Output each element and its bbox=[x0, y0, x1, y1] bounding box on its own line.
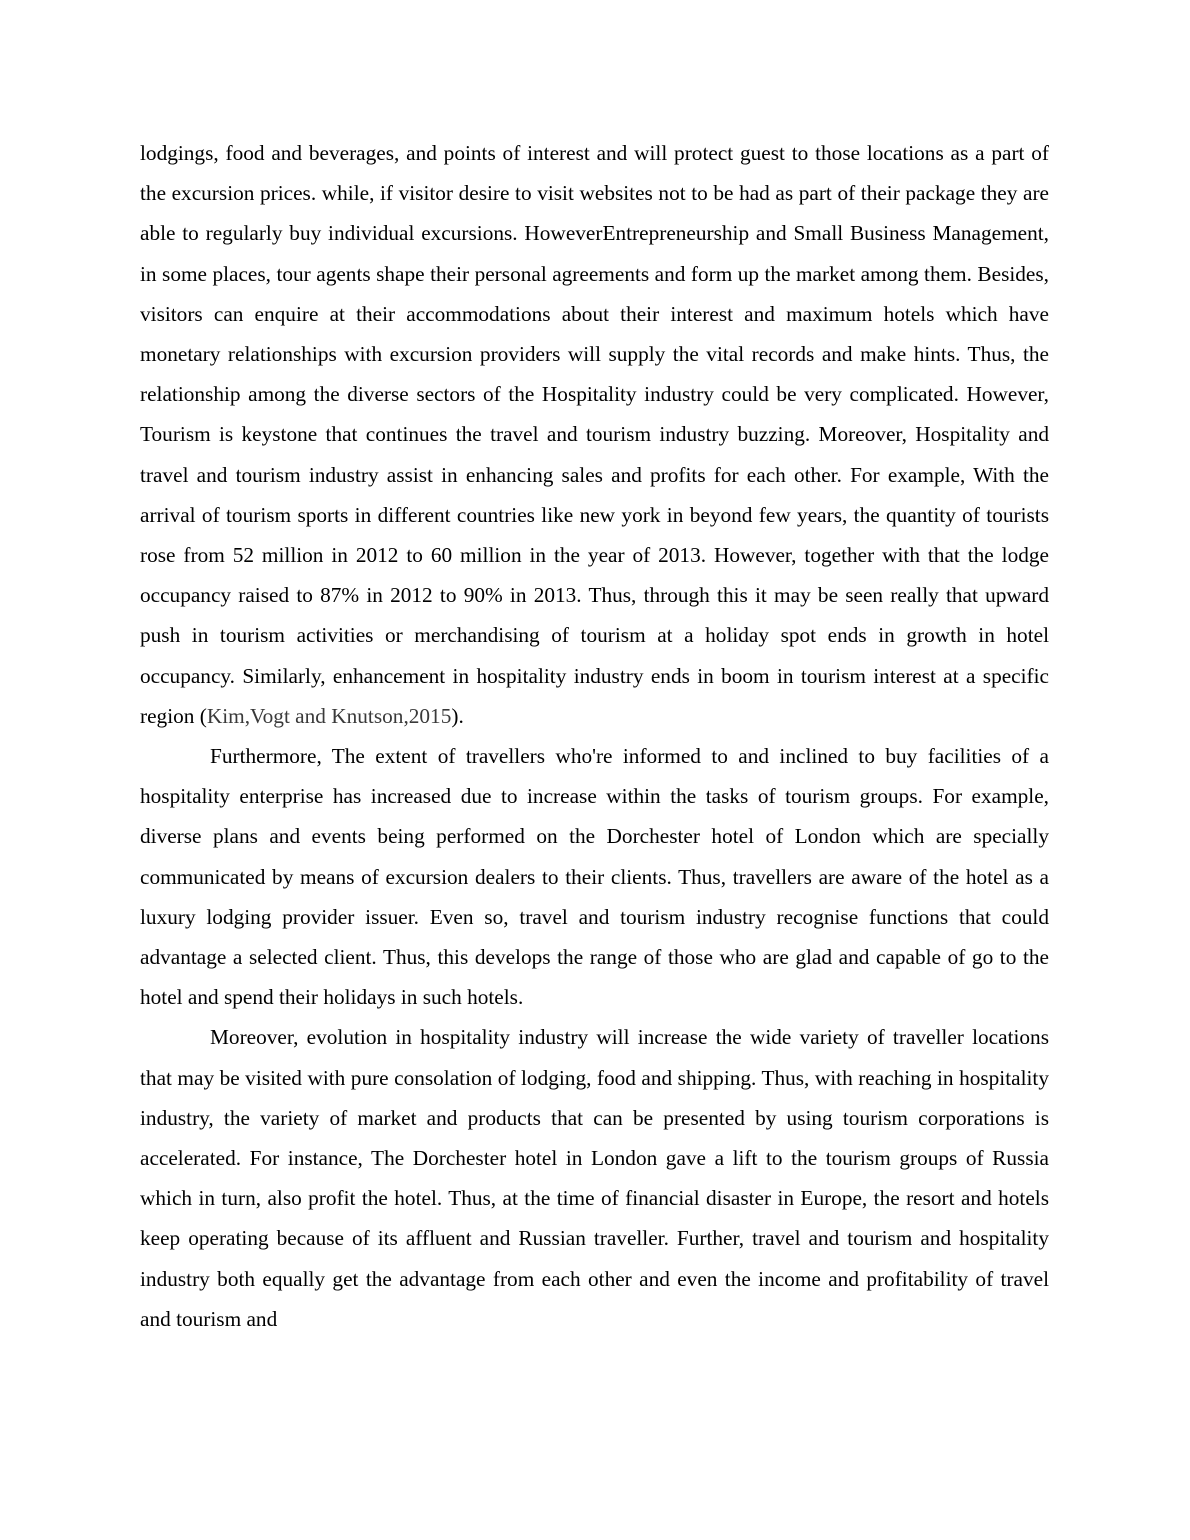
paragraph-1-closing: ). bbox=[451, 703, 464, 728]
citation: Kim,Vogt and Knutson,2015 bbox=[206, 703, 452, 728]
paragraph-3: Moreover, evolution in hospitality industry will increase the wide variety of traveller locations that may be visited with pure consolation of lodging, food and shipping. Thus, with reaching in hospitality industry, the variety of market and products that can be presented by using tourism corporations is accelerated. For instance, The Dorchester hotel in London gave a lift to the tourism groups of Russia which in turn, also profit the hotel. Thus, at the time of financial disaster in Europe, the resort and hotels keep operating because of its affluent and Russian traveller. Further, travel and tourism and hospitality industry both equally get the advantage from each other and even the income and profitability of travel and tourism and bbox=[140, 1025, 1049, 1331]
paragraph-1 bbox=[140, 133, 1049, 736]
paragraph-2: Furthermore, The extent of travellers who're informed to and inclined to buy facilities of a hospitality enterprise has increased due to increase within the tasks of tourism groups. For example, diverse plans and events being performed on the Dorchester hotel of London which are specially communicated by means of excursion dealers to their clients. Thus, travellers are aware of the hotel as a luxury lodging provider issuer. Even so, travel and tourism industry recognise functions that could advantage a selected client. Thus, this develops the range of those who are glad and capable of go to the hotel and spend their holidays in such hotels. bbox=[140, 744, 1049, 1010]
paragraph-1-text: lodgings, food and beverages, and points of interest and will protect guest to those locations as a part of the excursion prices. while, if visitor desire to visit websites not to be had as part of their package they are able to regularly buy individual excursions. HoweverEntrepreneurship and Small Business Management, in some places, tour agents shape their personal agreements and form up the market among them. Besides, visitors can enquire at their accommodations about their interest and maximum hotels which have monetary relationships with excursion providers will supply the vital records and make hints. Thus, the relationship among the diverse sectors of the Hospitality industry could be very complicated. However, Tourism is keystone that continues the travel and tourism industry buzzing. Moreover, Hospitality and travel and tourism industry assist in enhancing sales and profits for each other. For example, With the arrival of tourism sports in different countries like new york in beyond few years, the quantity of tourists rose from 52 million in 2012 to 60 million in the year of 2013. However, together with that the lodge occupancy raised to 87% in 2012 to 90% in 2013. Thus, through this it may be seen really that upward push in tourism activities or merchandising of tourism at a holiday spot ends in growth in hotel occupancy. Similarly, enhancement in hospitality industry ends in boom in tourism interest at a specific region ( bbox=[140, 141, 1049, 728]
document-body bbox=[140, 133, 1049, 1339]
